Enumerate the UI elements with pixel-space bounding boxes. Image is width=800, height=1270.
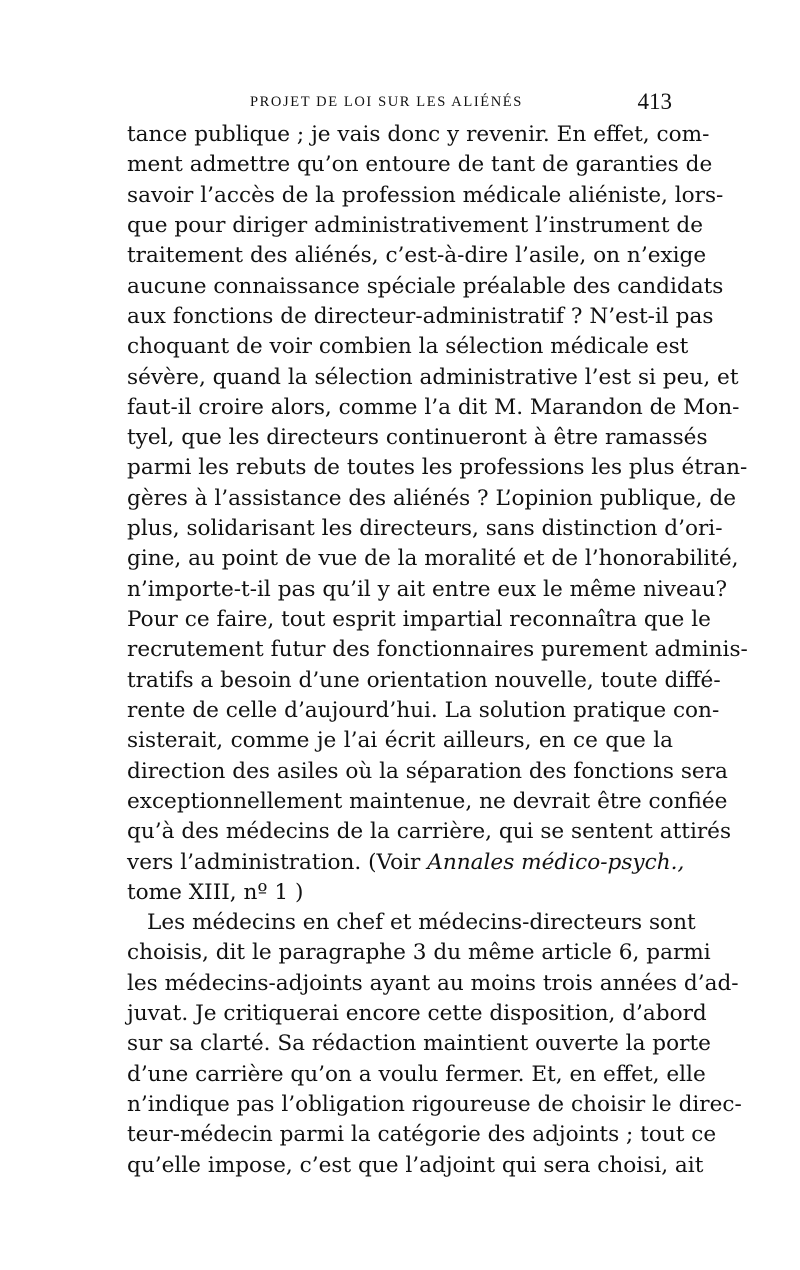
text-line: d’une carrière qu’on a voulu fermer. Et, en effet, elle xyxy=(127,1061,706,1087)
text-line: que pour diriger administrativement l’instrument de xyxy=(127,212,704,238)
text-line: tyel, que les directeurs continueront à être ramassés xyxy=(127,425,708,451)
text-line: faut-il croire alors, comme l’a dit M. Marandon de Mon- xyxy=(127,394,740,420)
text-line: tratifs a besoin d’une orientation nouvelle, toute diffé- xyxy=(127,667,721,693)
text-line: recrutement futur des fonctionnaires purement adminis- xyxy=(127,637,748,663)
text-line: gine, au point de vue de la moralité et de l’honorabilité, xyxy=(127,546,739,572)
citation-line xyxy=(127,848,685,878)
text-line: aucune connaissance spéciale préalable des candidats xyxy=(127,273,724,299)
text-line: choisis, dit le paragraphe 3 du même article 6, parmi xyxy=(127,940,711,966)
text-line: gères à l’assistance des aliénés ? L’opinion publique, de xyxy=(127,485,737,511)
text-line: qu’elle impose, c’est que l’adjoint qui sera choisi, ait xyxy=(127,1152,704,1178)
text-line: sévère, quand la sélection administrative l’est si peu, et xyxy=(127,364,739,390)
paragraph-end-line: tome XIII, nº 1 ) xyxy=(127,879,304,905)
running-title: PROJET DE LOI SUR LES ALIÉNÉS xyxy=(250,94,523,110)
running-head xyxy=(120,89,680,116)
citation-prefix: vers l’administration. (Voir xyxy=(127,849,421,875)
text-line: les médecins-adjoints ayant au moins trois années d’ad- xyxy=(127,970,739,996)
text-line: plus, solidarisant les directeurs, sans distinction d’ori- xyxy=(127,516,723,542)
text-line: ment admettre qu’on entoure de tant de garanties de xyxy=(127,152,713,178)
page-number: 413 xyxy=(637,89,672,114)
body-text xyxy=(127,120,748,1181)
text-line: Pour ce faire, tout esprit impartial reconnaîtra que le xyxy=(127,607,711,632)
text-line: qu’à des médecins de la carrière, qui se sentent attirés xyxy=(127,819,732,845)
text-line: juvat. Je critiquerai encore cette disposition, d’abord xyxy=(127,1001,707,1027)
text-line: n’indique pas l’obligation rigoureuse de choisir le direc- xyxy=(127,1092,742,1117)
text-line: Les médecins en chef et médecins-directeurs sont xyxy=(147,910,696,936)
text-line: aux fonctions de directeur-administratif ? N’est-il pas xyxy=(127,303,714,329)
text-line: sur sa clarté. Sa rédaction maintient ouverte la porte xyxy=(127,1031,711,1057)
text-line: sisterait, comme je l’ai écrit ailleurs, en ce que la xyxy=(127,728,673,754)
text-line: savoir l’accès de la profession médicale aliéniste, lors- xyxy=(127,182,724,208)
journal-title: Annales médico-psych., xyxy=(427,849,685,875)
text-line: exceptionnellement maintenue, ne devrait être confiée xyxy=(127,788,728,814)
text-line: traitement des aliénés, c’est-à-dire l’asile, on n’exige xyxy=(127,243,707,269)
text-line: n’importe-t-il pas qu’il y ait entre eux le même niveau? xyxy=(127,576,728,602)
text-line: choquant de voir combien la sélection médicale est xyxy=(127,334,689,360)
text-line: direction des asiles où la séparation des fonctions sera xyxy=(127,758,728,784)
text-line: tance publique ; je vais donc y revenir. En effet, com- xyxy=(127,122,710,147)
text-line: rente de celle d’aujourd’hui. La solution pratique con- xyxy=(127,697,720,723)
text-line: parmi les rebuts de toutes les professions les plus étran- xyxy=(127,455,748,481)
text-line: teur-médecin parmi la catégorie des adjoints ; tout ce xyxy=(127,1122,717,1148)
